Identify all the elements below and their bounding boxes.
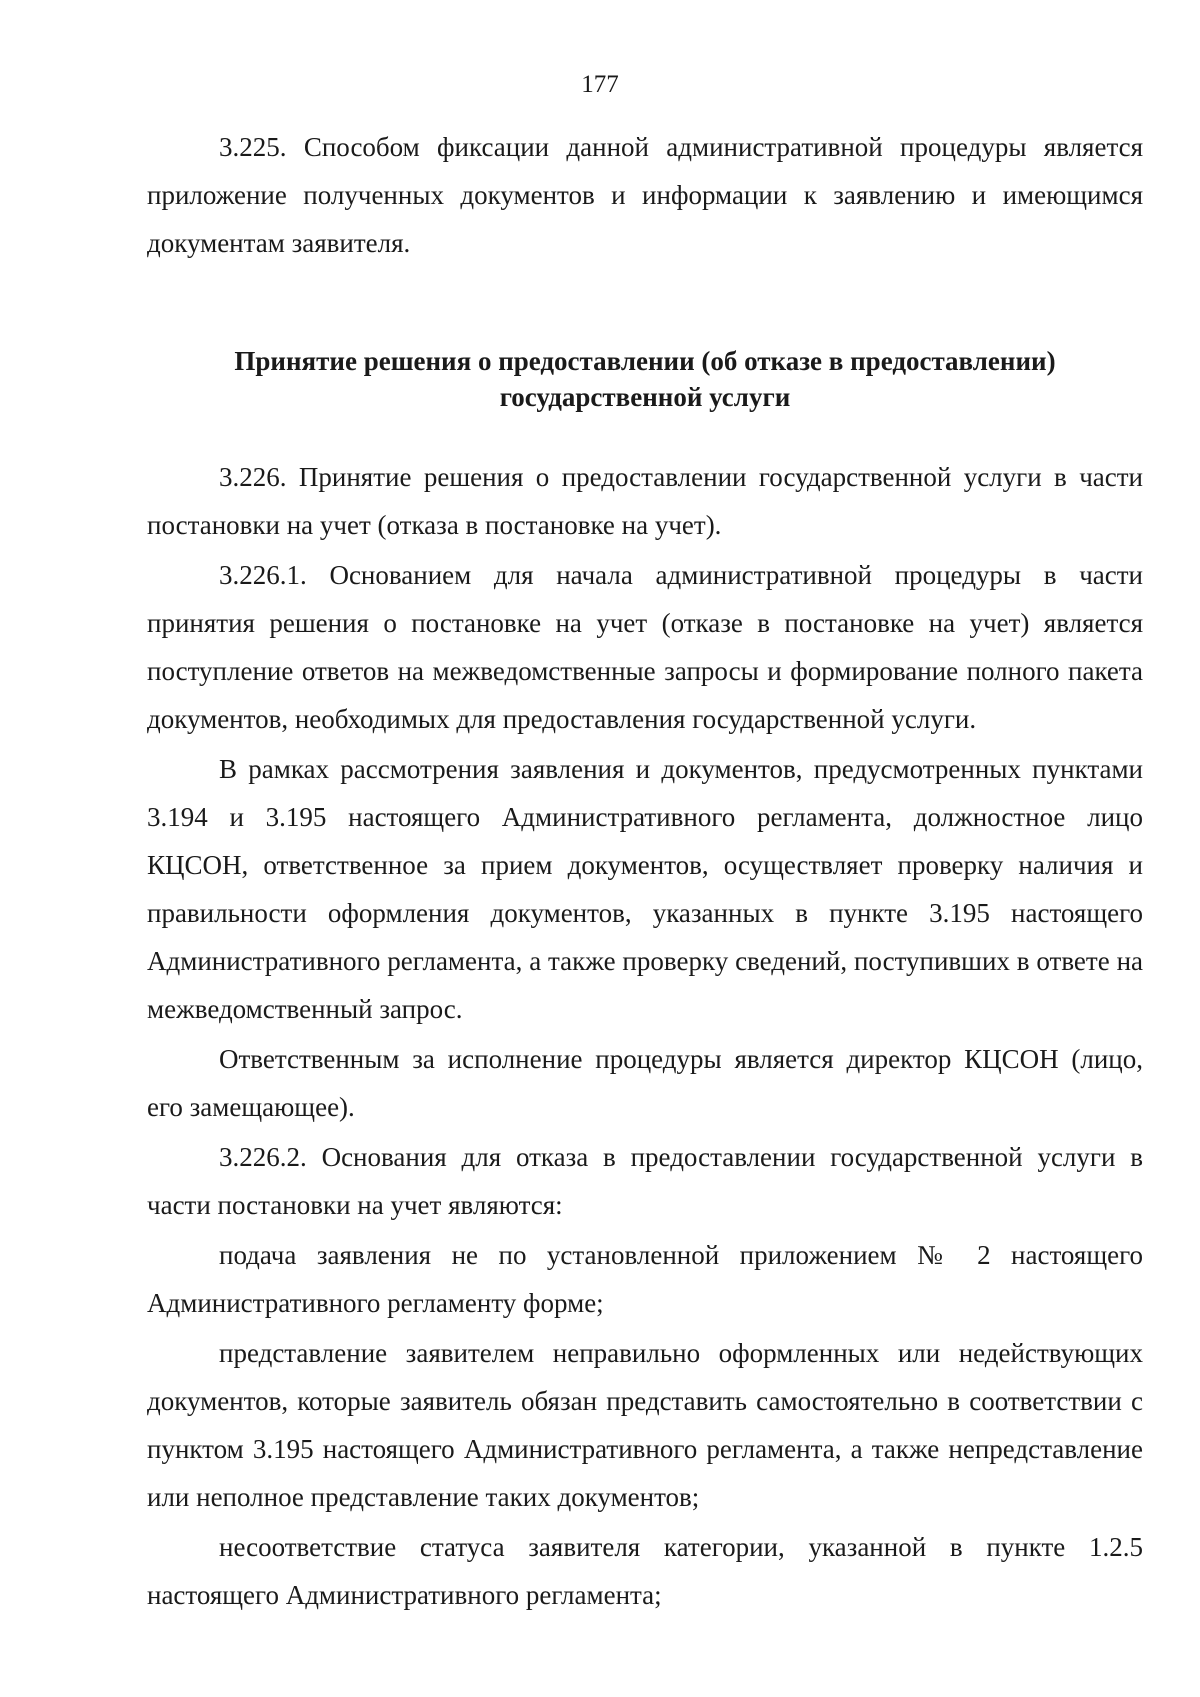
section-heading xyxy=(147,343,1143,415)
section-heading-line-1: Принятие решения о предоставлении (об отказе в предоставлении) xyxy=(234,346,1056,376)
page-number: 177 xyxy=(581,71,619,98)
paragraph-refusal-ground-1: подача заявления не по установленной приложением № 2 настоящего Административного регламенту форме; xyxy=(147,1240,1143,1318)
paragraph-refusal-ground-2: представление заявителем неправильно оформленных или недействующих документов, которые заявитель обязан представить самостоятельно в соответствии с пунктом 3.195 настоящего Административного регламента, а также непредставление или неполное представление таких документов; xyxy=(147,1338,1143,1512)
paragraph-review-scope: В рамках рассмотрения заявления и документов, предусмотренных пунктами 3.194 и 3.195 настоящего Административного регламента, должностное лицо КЦСОН, ответственное за прием документов, осуществляет проверку наличия и правильности оформления документов, указанных в пункте 3.195 настоящего Административного регламента, а также проверку сведений, поступивших в ответе на межведомственный запрос. xyxy=(147,754,1143,1024)
paragraph-refusal-ground-3: несоответствие статуса заявителя категории, указанной в пункте 1.2.5 настоящего Административного регламента; xyxy=(147,1532,1143,1610)
paragraph-3-225: 3.225. Способом фиксации данной административной процедуры является приложение полученных документов и информации к заявлению и имеющимся документам заявителя. xyxy=(147,132,1143,258)
paragraph-3-226-1: 3.226.1. Основанием для начала административной процедуры в части принятия решения о постановке на учет (отказе в постановке на учет) является поступление ответов на межведомственные запросы и формирование полного пакета документов, необходимых для предоставления государственной услуги. xyxy=(147,560,1143,734)
section-heading-line-2: государственной услуги xyxy=(499,382,791,412)
paragraph-3-226-2: 3.226.2. Основания для отказа в предоставлении государственной услуги в части постановки на учет являются: xyxy=(147,1142,1143,1220)
document-body xyxy=(147,123,1143,1619)
paragraph-3-226: 3.226. Принятие решения о предоставлении государственной услуги в части постановки на учет (отказа в постановке на учет). xyxy=(147,462,1143,540)
paragraph-responsible-person: Ответственным за исполнение процедуры является директор КЦСОН (лицо, его замещающее). xyxy=(147,1044,1143,1122)
